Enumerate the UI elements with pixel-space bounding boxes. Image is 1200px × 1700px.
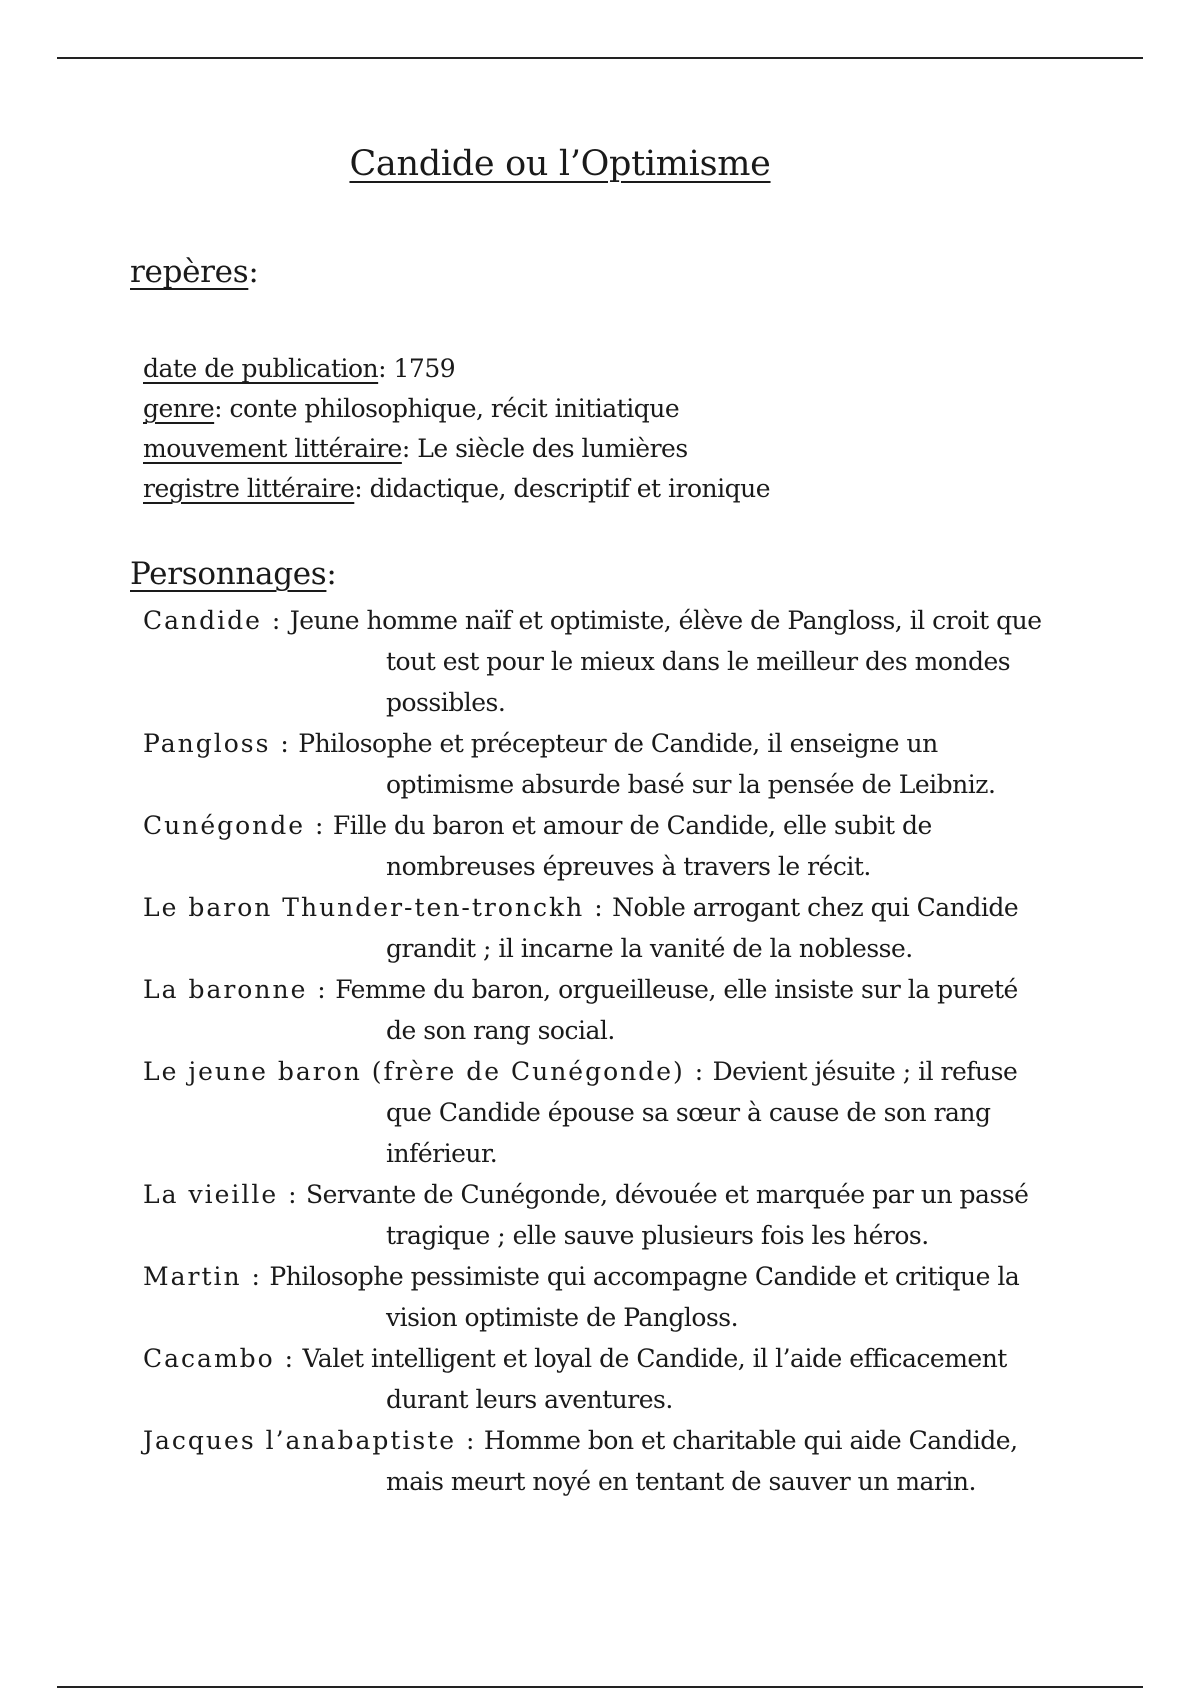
character-entry <box>143 805 1103 887</box>
character-description-line: mais meurt noyé en tentant de sauver un marin. <box>386 1467 976 1496</box>
fact-key: registre littéraire <box>143 474 355 503</box>
fact-value: 1759 <box>393 354 456 383</box>
character-description-line: grandit ; il incarne la vanité de la noblesse. <box>386 934 913 963</box>
character-list <box>143 600 1103 1502</box>
character-description-line: durant leurs aventures. <box>386 1385 673 1414</box>
character-description-line: nombreuses épreuves à travers le récit. <box>386 852 871 881</box>
character-entry <box>143 887 1103 969</box>
fact-key: genre <box>143 394 215 423</box>
personnages-heading: Personnages: <box>130 556 337 592</box>
reperes-list <box>143 349 770 509</box>
fact-value: Le siècle des lumières <box>417 434 688 463</box>
character-name: Le jeune baron (frère de Cunégonde) : <box>143 1057 706 1086</box>
fact-key: date de publication <box>143 354 379 383</box>
character-description-line: optimisme absurde basé sur la pensée de Leibniz. <box>386 770 996 799</box>
character-name: Cunégonde : <box>143 811 326 840</box>
character-description-line: vision optimiste de Pangloss. <box>386 1303 739 1332</box>
fact-value: conte philosophique, récit initiatique <box>229 394 680 423</box>
character-description: Femme du baron, orgueilleuse, elle insiste sur la pureté <box>335 975 1018 1004</box>
character-description: Fille du baron et amour de Candide, elle subit de <box>332 811 932 840</box>
page-title: Candide ou l’Optimisme <box>349 144 771 184</box>
character-description: Valet intelligent et loyal de Candide, il l’aide efficacement <box>302 1344 1007 1373</box>
character-description-line: possibles. <box>386 688 506 717</box>
character-description: Devient jésuite ; il refuse <box>712 1057 1018 1086</box>
character-entry <box>143 1174 1103 1256</box>
character-entry <box>143 723 1103 805</box>
character-entry <box>143 1420 1103 1502</box>
character-name: Candide : <box>143 606 283 635</box>
fact-registre: registre littéraire: didactique, descriptif et ironique <box>143 474 771 503</box>
character-entry <box>143 600 1103 723</box>
fact-mouvement: mouvement littéraire: Le siècle des lumières <box>143 434 688 463</box>
character-description: Philosophe et précepteur de Candide, il enseigne un <box>298 729 938 758</box>
fact-genre: genre: conte philosophique, récit initiatique <box>143 394 680 423</box>
character-description: Homme bon et charitable qui aide Candide, <box>483 1426 1018 1455</box>
character-entry <box>143 969 1103 1051</box>
character-name: Cacambo : <box>143 1344 296 1373</box>
character-description-line: inférieur. <box>386 1139 498 1168</box>
character-description: Jeune homme naïf et optimiste, élève de Pangloss, il croit que <box>289 606 1042 635</box>
character-name: Martin : <box>143 1262 262 1291</box>
character-description-line: de son rang social. <box>386 1016 615 1045</box>
character-name: Pangloss : <box>143 729 291 758</box>
character-name: Le baron Thunder-ten-tronckh : <box>143 893 605 922</box>
character-entry <box>143 1338 1103 1420</box>
character-entry <box>143 1051 1103 1174</box>
bottom-rule <box>57 1686 1143 1688</box>
fact-key: mouvement littéraire <box>143 434 402 463</box>
character-name: La vieille : <box>143 1180 299 1209</box>
character-description: Noble arrogant chez qui Candide <box>612 893 1019 922</box>
character-description-line: tragique ; elle sauve plusieurs fois les héros. <box>386 1221 929 1250</box>
character-description-line: tout est pour le mieux dans le meilleur des mondes <box>386 647 1011 676</box>
character-description: Servante de Cunégonde, dévouée et marquée par un passé <box>305 1180 1029 1209</box>
character-entry <box>143 1256 1103 1338</box>
top-rule <box>57 57 1143 59</box>
character-description: Philosophe pessimiste qui accompagne Candide et critique la <box>269 1262 1020 1291</box>
fact-value: didactique, descriptif et ironique <box>369 474 771 503</box>
character-name: Jacques l’anabaptiste : <box>143 1426 477 1455</box>
character-description-line: que Candide épouse sa sœur à cause de son rang <box>386 1098 991 1127</box>
reperes-heading: repères: <box>130 254 259 290</box>
fact-date-publication: date de publication: 1759 <box>143 354 456 383</box>
character-name: La baronne : <box>143 975 328 1004</box>
